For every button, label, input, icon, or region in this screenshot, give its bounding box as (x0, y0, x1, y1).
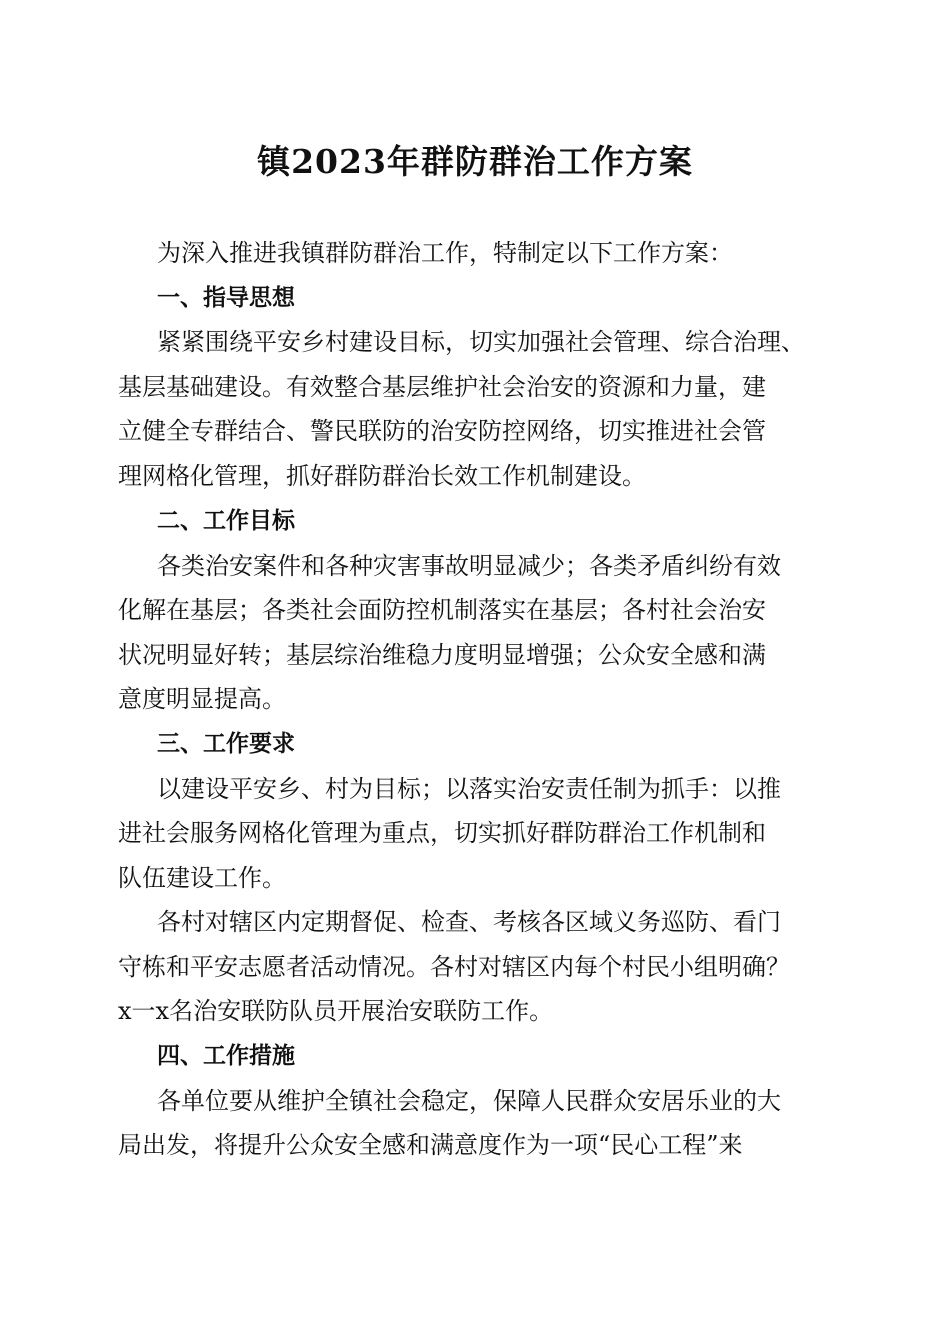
paragraph-line: 化解在基层；各类社会面防控机制落实在基层；各村社会治安 (118, 596, 766, 624)
paragraph-line: 意度明显提高。 (118, 685, 286, 713)
intro-paragraph: 为深入推进我镇群防群治工作，特制定以下工作方案： (157, 239, 733, 267)
section-heading-work-requirements: 三、工作要求 (157, 731, 295, 757)
paragraph-line: 以建设平安乡、村为目标；以落实治安责任制为抓手：以推 (157, 775, 781, 803)
paragraph-line: 队伍建设工作。 (118, 864, 286, 892)
paragraph-line: 紧紧围绕平安乡村建设目标，切实加强社会管理、综合治理、 (157, 328, 805, 356)
paragraph-line: x一x名治安联防队员开展治安联防工作。 (118, 997, 554, 1025)
section-heading-guiding-ideology: 一、指导思想 (157, 285, 295, 311)
section-heading-work-measures: 四、工作措施 (157, 1043, 295, 1069)
paragraph-line: 各单位要从维护全镇社会稳定，保障人民群众安居乐业的大 (157, 1087, 781, 1115)
paragraph-line: 状况明显好转；基层综治维稳力度明显增强；公众安全感和满 (118, 641, 766, 669)
paragraph-line: 进社会服务网格化管理为重点，切实抓好群防群治工作机制和 (118, 819, 766, 847)
paragraph-line: 理网格化管理，抓好群防群治长效工作机制建设。 (118, 462, 646, 490)
paragraph-line: 局出发，将提升公众安全感和满意度作为一项“民心工程”来 (118, 1131, 743, 1159)
paragraph-line: 立健全专群结合、警民联防的治安防控网络，切实推进社会管 (118, 417, 766, 445)
paragraph-line: 守栋和平安志愿者活动情况。各村对辖区内每个村民小组明确？ (118, 953, 790, 981)
document-title: 镇2023年群防群治工作方案 (257, 142, 693, 181)
paragraph-line: 各类治安案件和各种灾害事故明显减少；各类矛盾纠纷有效 (157, 552, 781, 580)
paragraph-line: 基层基础建设。有效整合基层维护社会治安的资源和力量，建 (118, 373, 766, 401)
section-heading-work-goals: 二、工作目标 (157, 508, 295, 534)
paragraph-line: 各村对辖区内定期督促、检查、考核各区域义务巡防、看门 (157, 908, 781, 936)
